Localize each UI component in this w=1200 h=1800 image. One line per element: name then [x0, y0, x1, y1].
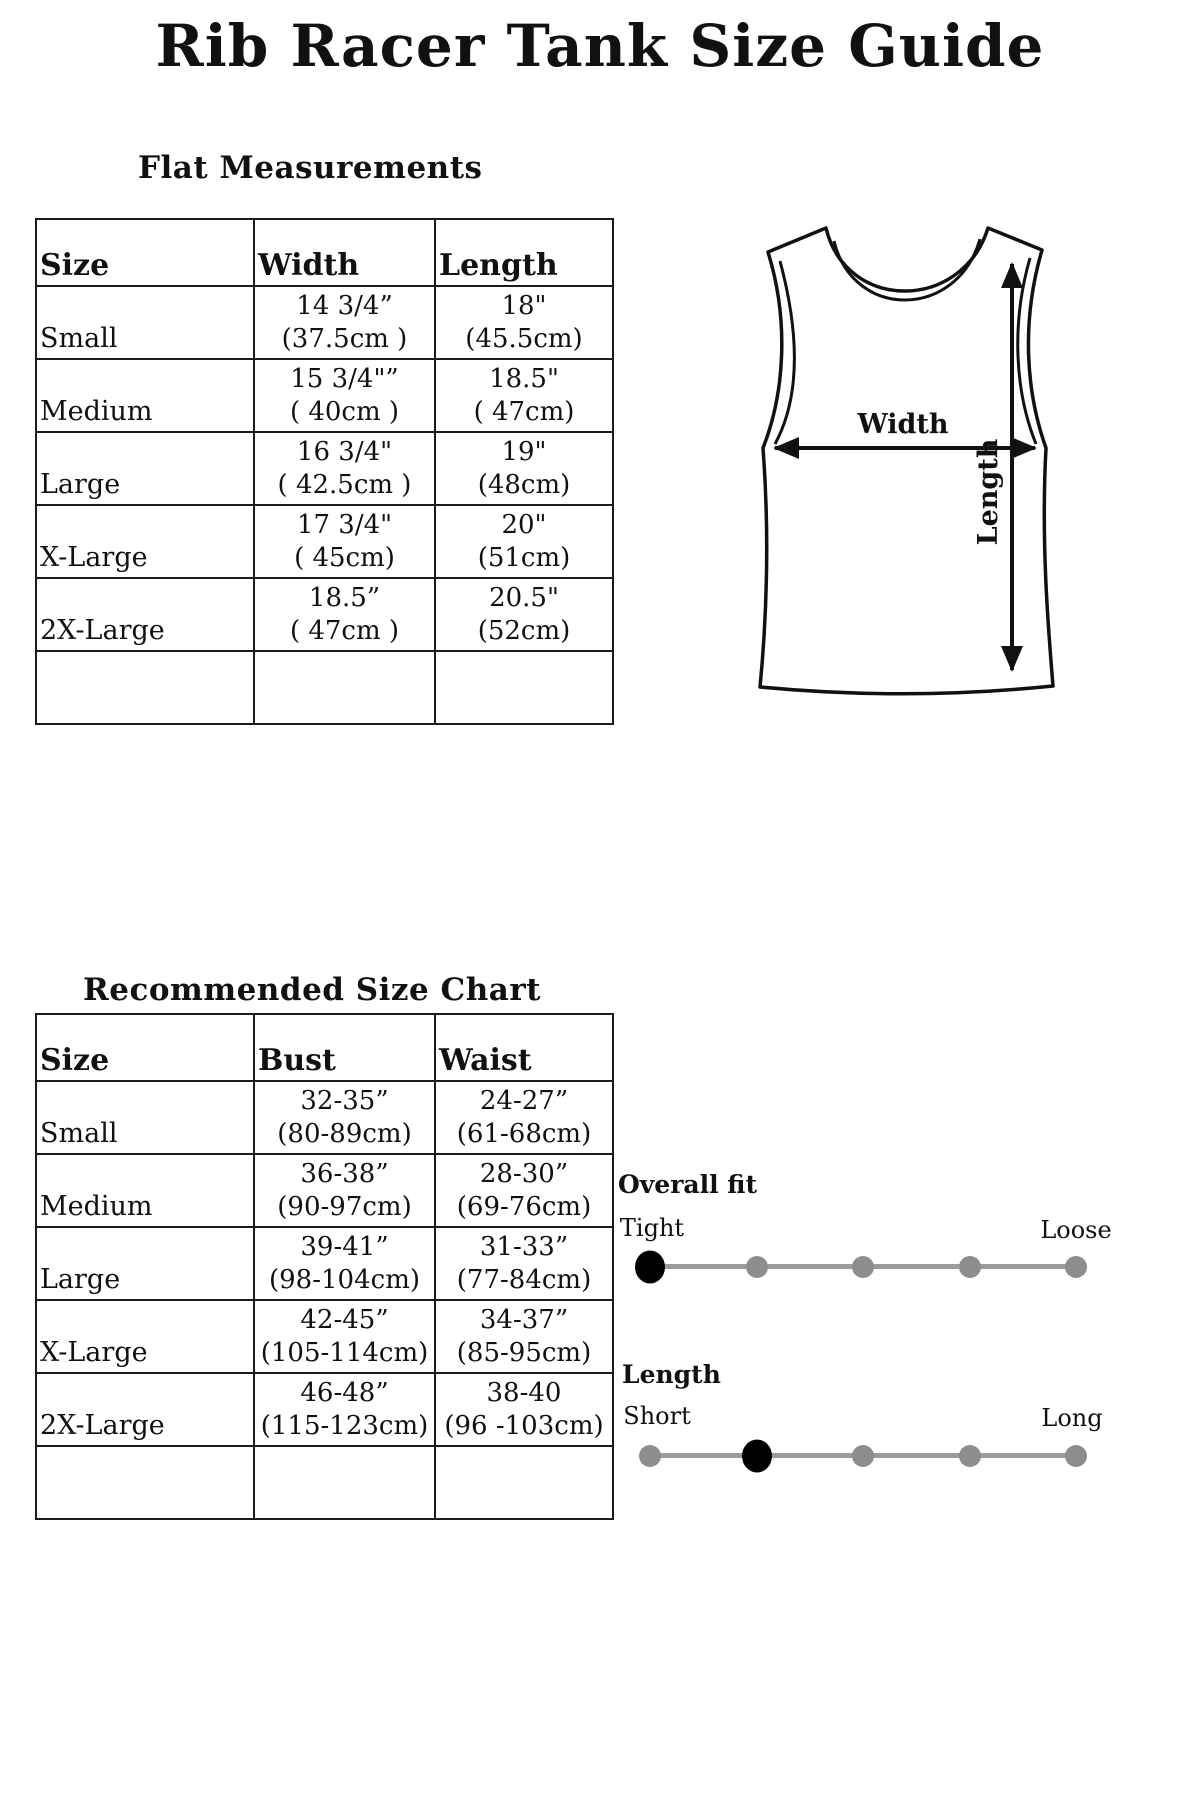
- column-header-size: Size: [36, 1014, 254, 1081]
- table-row: [36, 1300, 613, 1373]
- measurement-cell: 20" (51cm): [435, 505, 613, 578]
- table-row: [36, 505, 613, 578]
- flat-measurements-table: [35, 218, 614, 725]
- slider-dot: [1065, 1256, 1087, 1278]
- measurement-cell: 15 3/4"” ( 40cm ): [254, 359, 435, 432]
- length-slider: [650, 1453, 1076, 1458]
- overall-fit-label: Overall fit: [618, 1170, 758, 1199]
- size-cell: X-Large: [36, 1300, 254, 1373]
- slider-dot: [1065, 1445, 1087, 1467]
- measurement-cell: 16 3/4" ( 42.5cm ): [254, 432, 435, 505]
- column-header-bust: Bust: [254, 1014, 435, 1081]
- measurement-cell: 18.5” ( 47cm ): [254, 578, 435, 651]
- measurement-cell: [435, 651, 613, 724]
- length-slider-label: Length: [622, 1360, 721, 1389]
- table-row: [36, 651, 613, 724]
- measurement-cell: 18" (45.5cm): [435, 286, 613, 359]
- measurement-cell: 17 3/4" ( 45cm): [254, 505, 435, 578]
- width-arrow-label: Width: [857, 409, 949, 440]
- flat-measurements-heading: Flat Measurements: [138, 150, 483, 186]
- fit-tight-label: Tight: [619, 1214, 685, 1242]
- slider-dot: [852, 1445, 874, 1467]
- size-cell: Medium: [36, 359, 254, 432]
- slider-dot: [639, 1445, 661, 1467]
- table-row: [36, 1373, 613, 1446]
- measurement-cell: 34-37” (85-95cm): [435, 1300, 613, 1373]
- slider-dot: [959, 1445, 981, 1467]
- measurement-cell: [254, 651, 435, 724]
- length-arrow-label: Length: [973, 438, 1004, 546]
- table-row: [36, 1446, 613, 1519]
- table-header-row: [36, 1014, 613, 1081]
- table-header-row: [36, 219, 613, 286]
- column-header-size: Size: [36, 219, 254, 286]
- size-cell: X-Large: [36, 505, 254, 578]
- measurement-cell: 39-41” (98-104cm): [254, 1227, 435, 1300]
- recommended-size-chart-heading: Recommended Size Chart: [83, 972, 542, 1008]
- length-short-label: Short: [623, 1402, 691, 1430]
- measurement-cell: 14 3/4” (37.5cm ): [254, 286, 435, 359]
- measurement-cell: [435, 1446, 613, 1519]
- column-header-waist: Waist: [435, 1014, 613, 1081]
- tank-top-diagram: [620, 170, 1090, 710]
- measurement-cell: 31-33” (77-84cm): [435, 1227, 613, 1300]
- table-row: [36, 1227, 613, 1300]
- measurement-cell: 32-35” (80-89cm): [254, 1081, 435, 1154]
- table-row: [36, 359, 613, 432]
- measurement-cell: 28-30” (69-76cm): [435, 1154, 613, 1227]
- column-header-width: Width: [254, 219, 435, 286]
- overall-fit-slider: [650, 1264, 1076, 1269]
- table-row: [36, 286, 613, 359]
- page-title: Rib Racer Tank Size Guide: [155, 12, 1045, 80]
- size-cell: Medium: [36, 1154, 254, 1227]
- size-cell: [36, 1446, 254, 1519]
- size-cell: [36, 651, 254, 724]
- slider-dot: [746, 1256, 768, 1278]
- measurement-cell: 38-40 (96 -103cm): [435, 1373, 613, 1446]
- measurement-cell: 18.5" ( 47cm): [435, 359, 613, 432]
- recommended-size-chart-table: [35, 1013, 614, 1520]
- table-row: [36, 1154, 613, 1227]
- slider-dot: [852, 1256, 874, 1278]
- measurement-cell: 24-27” (61-68cm): [435, 1081, 613, 1154]
- fit-loose-label: Loose: [1040, 1216, 1112, 1244]
- measurement-cell: 42-45” (105-114cm): [254, 1300, 435, 1373]
- size-cell: 2X-Large: [36, 578, 254, 651]
- size-cell: Small: [36, 286, 254, 359]
- size-cell: Large: [36, 1227, 254, 1300]
- measurement-cell: [254, 1446, 435, 1519]
- measurement-cell: 19" (48cm): [435, 432, 613, 505]
- size-cell: 2X-Large: [36, 1373, 254, 1446]
- measurement-cell: 36-38” (90-97cm): [254, 1154, 435, 1227]
- size-cell: Small: [36, 1081, 254, 1154]
- table-row: [36, 432, 613, 505]
- table-row: [36, 1081, 613, 1154]
- measurement-cell: 46-48” (115-123cm): [254, 1373, 435, 1446]
- slider-dot-selected: [742, 1439, 772, 1472]
- tank-outline-shape: [760, 228, 1053, 694]
- slider-dot: [959, 1256, 981, 1278]
- column-header-length: Length: [435, 219, 613, 286]
- length-long-label: Long: [1041, 1404, 1103, 1432]
- slider-dot-selected: [635, 1250, 665, 1283]
- size-cell: Large: [36, 432, 254, 505]
- measurement-cell: 20.5" (52cm): [435, 578, 613, 651]
- table-row: [36, 578, 613, 651]
